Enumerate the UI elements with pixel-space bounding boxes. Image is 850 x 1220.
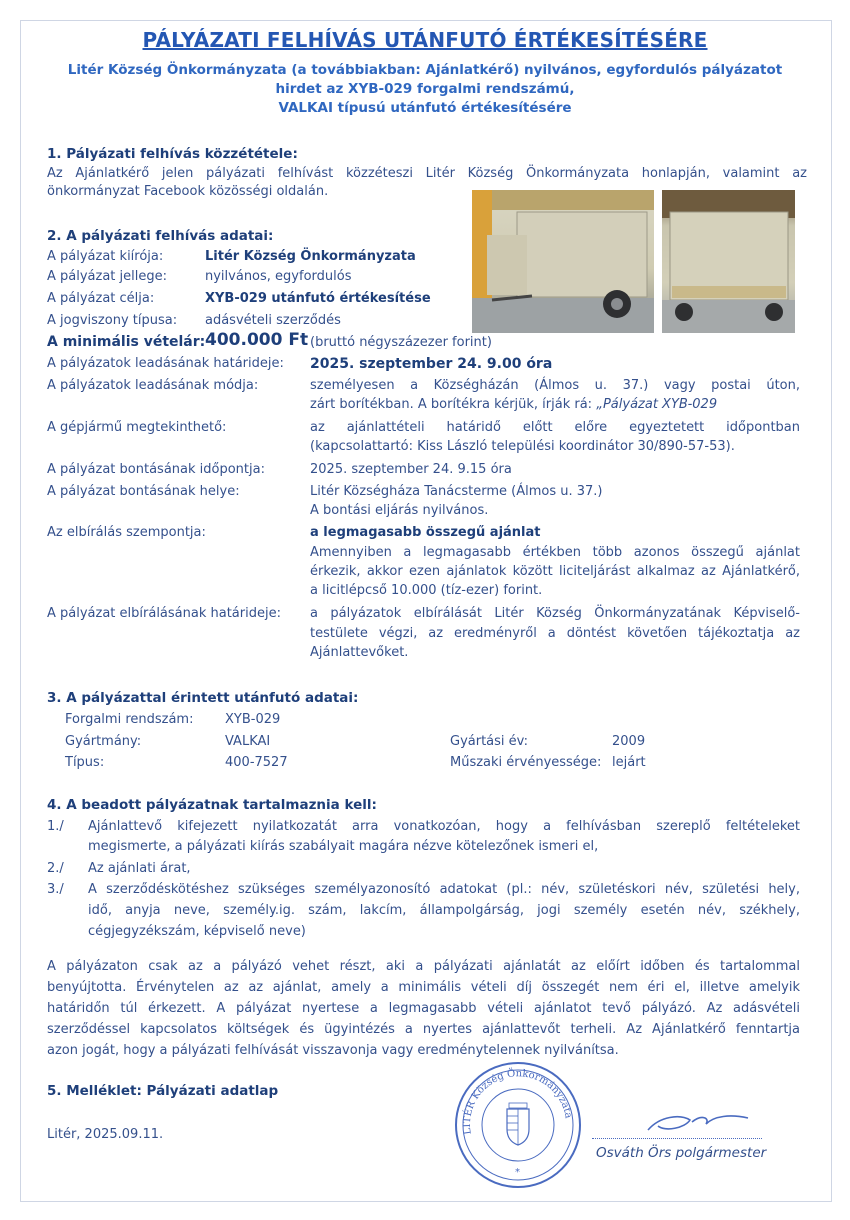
subtitle-line-3: VALKAI típusú utánfutó értékesítésére <box>278 100 572 116</box>
year-value: 2009 <box>612 734 646 749</box>
make-label: Gyártmány: <box>65 734 142 749</box>
viewing-value-line-2: (kapcsolattartó: Kiss László települési koordinátor 30/890-57-53). <box>310 439 735 454</box>
min-price-note: (bruttó négyszázezer forint) <box>310 335 492 350</box>
requirement-3-number: 3./ <box>47 882 64 897</box>
requirement-1-line-2: megismerte, a pályázati kiírás szabályait magára nézve kötelezőnek ismeri el, <box>88 839 599 854</box>
requirement-2-number: 2./ <box>47 861 64 876</box>
type-label: A pályázat jellege: <box>47 269 167 284</box>
goal-value: XYB-029 utánfutó értékesítése <box>205 291 431 306</box>
evaluation-deadline-value-3: Ajánlattevőket. <box>310 645 409 660</box>
requirement-2-line-1: Az ajánlati árat, <box>88 861 191 876</box>
year-label: Gyártási év: <box>450 734 529 749</box>
section-3-heading: 3. A pályázattal érintett utánfutó adatai: <box>47 690 359 706</box>
min-price-label: A minimális vételár: <box>47 334 206 350</box>
type-value: nyilvános, egyfordulós <box>205 269 352 284</box>
min-price-value: 400.000 Ft <box>205 330 309 350</box>
requirement-1-number: 1./ <box>47 819 64 834</box>
model-label: Típus: <box>65 755 105 770</box>
requirement-3-line-3: cégjegyzékszám, képviselő neve) <box>88 924 306 939</box>
goal-label: A pályázat célja: <box>47 291 155 306</box>
plate-label: Forgalmi rendszám: <box>65 712 194 727</box>
section-1-heading: 1. Pályázati felhívás közzététele: <box>47 146 298 162</box>
opening-place-label: A pályázat bontásának helye: <box>47 484 240 499</box>
svg-text:LITÉR Község Önkormányzata: LITÉR Község Önkormányzata <box>461 1068 574 1136</box>
trailer-photo-side <box>472 190 654 333</box>
viewing-value-line-1: az ajánlattételi határidő előtt előre egyeztetett időpontban <box>310 420 800 435</box>
legal-relation-value: adásvételi szerződés <box>205 313 341 328</box>
viewing-label: A gépjármű megtekinthető: <box>47 420 227 435</box>
opening-place-value-1: Litér Községháza Tanácsterme (Álmos u. 37.) <box>310 484 603 499</box>
signatory-name: Osváth Örs polgármester <box>596 1145 767 1161</box>
opening-place-value-2: A bontási eljárás nyilvános. <box>310 503 489 518</box>
closing-line-5: azon jogát, hogy a pályázati felhívását visszavonja vagy eredménytelennek nyilvánítsa. <box>47 1043 619 1058</box>
section-4-heading: 4. A beadott pályázatnak tartalmaznia kell: <box>47 797 377 813</box>
requirement-1-line-1: Ajánlattevő kifejezett nyilatkozatát arra vonatkozóan, hogy a felhívásban szereplő feltételeket <box>88 819 800 834</box>
evaluation-deadline-value-2: testülete végzi, az eredményről a döntést követően tájékoztatja az <box>310 626 800 641</box>
evaluation-deadline-label: A pályázat elbírálásának határideje: <box>47 606 281 621</box>
method-value-line-1: személyesen a Községházán (Álmos u. 37.) vagy postai úton, <box>310 378 800 393</box>
section-1-text: Az Ajánlatkérő jelen pályázati felhívást közzéteszi Litér Község Önkormányzata honlapján, valamint az önkormányzat Facebook közösségi oldalán. <box>47 166 807 199</box>
opening-time-value: 2025. szeptember 24. 9.15 óra <box>310 462 512 477</box>
closing-line-2: benyújtotta. Érvénytelen az az ajánlat, amely a minimális vételi díj összegét nem éri el, illetve amelyik <box>47 980 800 995</box>
trailer-photo-side-image <box>472 190 654 333</box>
inspection-value: lejárt <box>612 755 646 770</box>
section-5-heading: 5. Melléklet: Pályázati adatlap <box>47 1083 279 1099</box>
closing-line-4: szerződéssel kapcsolatos költségek és ügyintézés a nyertes ajánlattevőt terheli. Az Ajánlatkérő fenntartja <box>47 1022 800 1037</box>
deadline-value: 2025. szeptember 24. 9.00 óra <box>310 356 553 372</box>
place-date: Litér, 2025.09.11. <box>47 1127 164 1142</box>
trailer-photo-rear <box>662 190 795 333</box>
method-label: A pályázatok leadásának módja: <box>47 378 259 393</box>
stamp-seal-image <box>457 1064 579 1186</box>
requirement-3-line-2: idő, anyja neve, személy.ig. szám, lakcím, állampolgárság, jogi személy esetén név, székhely, <box>88 903 800 918</box>
closing-line-3: határidőn túl érkezett. A pályázat nyertese a legmagasabb vételi ajánlatot tevő pályázó. Az adásvételi <box>47 1001 800 1016</box>
signature-line <box>592 1138 762 1139</box>
subtitle-line-2: hirdet az XYB-029 forgalmi rendszámú, <box>275 81 575 97</box>
deadline-label: A pályázatok leadásának határideje: <box>47 356 284 371</box>
issuer-value: Litér Község Önkormányzata <box>205 249 416 264</box>
evaluation-deadline-value-1: a pályázatok elbírálását Litér Község Önkormányzatának Képviselő- <box>310 606 800 621</box>
criteria-value: a legmagasabb összegű ajánlat <box>310 525 541 540</box>
inspection-label: Műszaki érvényessége: <box>450 755 602 770</box>
subtitle-line-1: Litér Község Önkormányzata (a továbbiakban: Ajánlatkérő) nyilvános, egyfordulós pályázatot <box>67 62 783 78</box>
criteria-text-1: Amennyiben a legmagasabb értékben több azonos összegű ajánlat <box>310 545 800 560</box>
trailer-photo-rear-image <box>662 190 795 333</box>
municipal-stamp <box>455 1062 581 1188</box>
svg-text:*: * <box>515 1167 520 1178</box>
criteria-text-2: érkezik, akkor ezen ajánlatok között liciteljárást alkalmaz az Ajánlatkérő, <box>310 564 800 579</box>
issuer-label: A pályázat kiírója: <box>47 249 164 264</box>
method-value-text: zárt borítékban. A borítékra kérjük, írják rá: <box>310 397 593 412</box>
opening-time-label: A pályázat bontásának időpontja: <box>47 462 265 477</box>
requirement-3-line-1: A szerződéskötéshez szükséges személyazonosító adatokat (pl.: név, születéskori név, születési hely, <box>88 882 800 897</box>
section-2-heading: 2. A pályázati felhívás adatai: <box>47 228 274 244</box>
method-value-line-2 <box>310 396 717 414</box>
criteria-label: Az elbírálás szempontja: <box>47 525 206 540</box>
plate-value: XYB-029 <box>225 712 281 727</box>
legal-relation-label: A jogviszony típusa: <box>47 313 178 328</box>
criteria-text-3: a licitlépcső 10.000 (tíz-ezer) forint. <box>310 583 543 598</box>
signature-image <box>640 1106 760 1140</box>
model-value: 400-7527 <box>225 755 288 770</box>
document-title: PÁLYÁZATI FELHÍVÁS UTÁNFUTÓ ÉRTÉKESÍTÉSÉRE <box>142 28 708 52</box>
make-value: VALKAI <box>225 734 271 749</box>
method-envelope-label: „Pályázat XYB-029 <box>596 397 718 412</box>
closing-line-1: A pályázaton csak az a pályázó vehet részt, aki a pályázati ajánlatát az előírt időben és tartalommal <box>47 959 800 974</box>
